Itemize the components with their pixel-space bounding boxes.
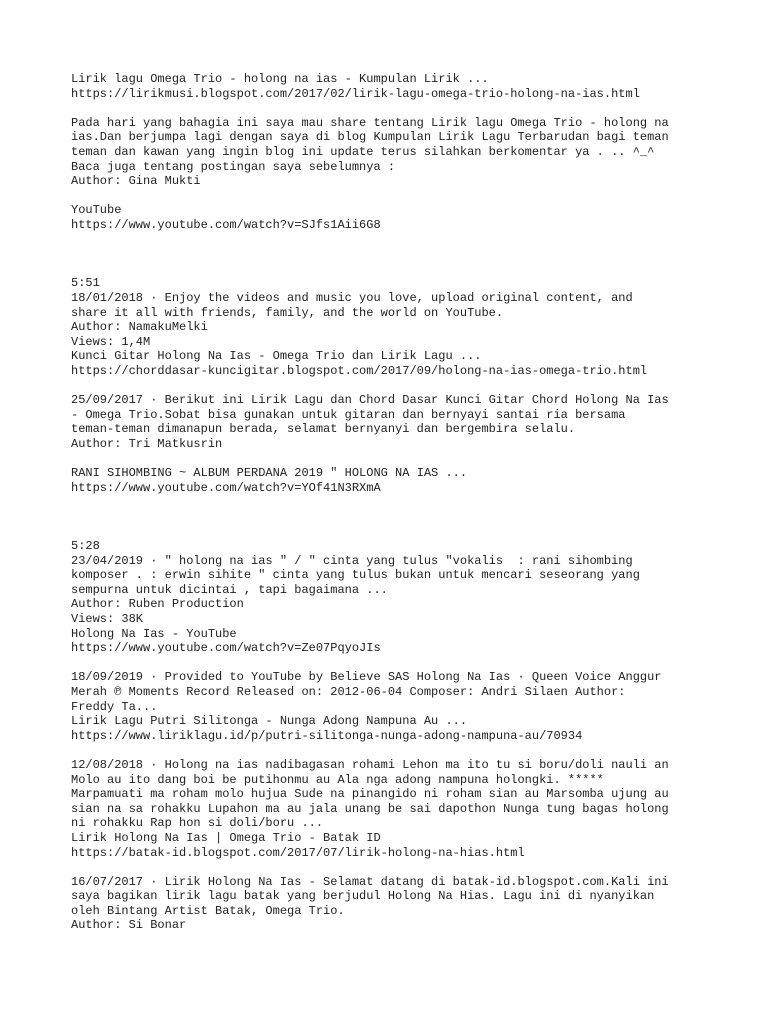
- text-line: Pada hari yang bahagia ini saya mau share tentang Lirik lagu Omega Trio - holong na: [71, 115, 669, 130]
- text-line: 23/04/2019 · " holong na ias " / " cinta yang tulus "vokalis : rani sihombing: [71, 553, 633, 568]
- text-line: Molo au ito dang boi be putihonmu au Ala nga adong nampuna holongki. *****: [71, 772, 604, 787]
- text-line: saya bagikan lirik lagu batak yang berjudul Holong Na Hias. Lagu ini di nyanyikan: [71, 889, 655, 904]
- text-line: Freddy Ta...: [71, 699, 158, 714]
- text-line: YouTube: [71, 203, 122, 218]
- block-spacer: [71, 656, 711, 671]
- text-line: Marpamuati ma roham molo hujua Sude na pinangido ni roham sian au Marsomba ujung au: [71, 787, 669, 802]
- text-line: 25/09/2017 · Berikut ini Lirik Lagu dan Chord Dasar Kunci Gitar Chord Holong Na Ias: [71, 393, 669, 408]
- text-line: 16/07/2017 · Lirik Holong Na Ias - Selamat datang di batak-id.blogspot.com.Kali ini: [71, 874, 669, 889]
- text-line: Merah ℗ Moments Record Released on: 2012-06-04 Composer: Andri Silaen Author:: [71, 684, 626, 699]
- text-line: share it all with friends, family, and the world on YouTube.: [71, 305, 504, 320]
- result-url[interactable]: https://www.youtube.com/watch?v=SJfs1Aii6G8: [71, 217, 381, 232]
- result-block: [71, 72, 711, 101]
- result-block: [71, 466, 711, 495]
- result-url[interactable]: https://www.liriklagu.id/p/putri-silitonga-nunga-adong-nampuna-au/70934: [71, 728, 583, 743]
- text-line: sian na sa rohakku Lupahon ma au jala unang be sai dapothon Nunga tung bagas holong: [71, 801, 669, 816]
- result-block: [71, 393, 711, 451]
- text-line: komposer . : erwin sihite " cinta yang tulus bukan untuk mencari seseorang yang: [71, 568, 640, 583]
- result-url[interactable]: https://batak-id.blogspot.com/2017/07/lirik-holong-na-hias.html: [71, 845, 525, 860]
- text-line: 12/08/2018 · Holong na ias nadibagasan rohami Lehon ma ito tu si boru/doli nauli an: [71, 757, 669, 772]
- text-line: Kunci Gitar Holong Na Ias - Omega Trio dan Lirik Lagu ...: [71, 349, 482, 364]
- text-line: Author: NamakuMelki: [71, 320, 208, 335]
- result-block: [71, 276, 711, 378]
- result-url[interactable]: https://chorddasar-kuncigitar.blogspot.com/2017/09/holong-na-ias-omega-trio.html: [71, 363, 648, 378]
- text-line: 18/09/2019 · Provided to YouTube by Believe SAS Holong Na Ias · Queen Voice Anggur: [71, 670, 662, 685]
- text-line: Author: Tri Matkusrin: [71, 436, 223, 451]
- text-line: sempurna untuk dicintai , tapi bagaimana ...: [71, 582, 388, 597]
- result-block: [71, 670, 711, 743]
- text-line: 5:28: [71, 539, 100, 554]
- text-line: Lirik Holong Na Ias | Omega Trio - Batak ID: [71, 830, 381, 845]
- result-url[interactable]: https://lirikmusi.blogspot.com/2017/02/lirik-lagu-omega-trio-holong-na-ias.html: [71, 86, 640, 101]
- text-line: 18/01/2018 · Enjoy the videos and music you love, upload original content, and: [71, 290, 633, 305]
- result-block: [71, 539, 711, 656]
- text-line: Author: Gina Mukti: [71, 174, 201, 189]
- text-line: Lirik lagu Omega Trio - holong na ias - Kumpulan Lirik ...: [71, 72, 489, 86]
- text-line: 5:51: [71, 276, 100, 291]
- text-line: teman-teman dimanapun berada, selamat bernyanyi dan bergembira selalu.: [71, 422, 576, 437]
- text-line: ias.Dan berjumpa lagi dengan saya di blog Kumpulan Lirik Lagu Terbarudan bagi teman: [71, 130, 669, 145]
- text-line: Views: 1,4M: [71, 334, 151, 349]
- text-line: Holong Na Ias - YouTube: [71, 626, 237, 641]
- text-line: RANI SIHOMBING ~ ALBUM PERDANA 2019 " HOLONG NA IAS ...: [71, 466, 468, 481]
- document-body: [71, 72, 711, 933]
- text-line: Lirik Lagu Putri Silitonga - Nunga Adong Nampuna Au ...: [71, 714, 468, 729]
- result-url[interactable]: https://www.youtube.com/watch?v=YOf41N3RXmA: [71, 480, 381, 495]
- result-block: [71, 758, 711, 860]
- text-line: Author: Ruben Production: [71, 597, 244, 612]
- result-block: [71, 203, 711, 232]
- block-spacer: [71, 860, 711, 875]
- block-spacer: [71, 743, 711, 758]
- block-spacer: [71, 378, 711, 393]
- result-url[interactable]: https://www.youtube.com/watch?v=Ze07PqyoJIs: [71, 641, 381, 656]
- block-spacer: [71, 495, 711, 539]
- block-spacer: [71, 189, 711, 204]
- result-block: [71, 875, 711, 933]
- text-line: teman dan kawan yang ingin blog ini update terus silahkan berkomentar ya . .. ^_^: [71, 144, 655, 159]
- result-block: [71, 116, 711, 189]
- block-spacer: [71, 233, 711, 277]
- text-line: ni rohakku Rap hon si doli/boru ...: [71, 816, 324, 831]
- text-line: Author: Si Bonar: [71, 918, 187, 933]
- block-spacer: [71, 451, 711, 466]
- text-line: oleh Bintang Artist Batak, Omega Trio.: [71, 903, 345, 918]
- text-line: Baca juga tentang postingan saya sebelumnya :: [71, 159, 396, 174]
- text-line: - Omega Trio.Sobat bisa gunakan untuk gitaran dan bernyayi santai ria bersama: [71, 407, 626, 422]
- block-spacer: [71, 101, 711, 116]
- text-line: Views: 38K: [71, 612, 144, 626]
